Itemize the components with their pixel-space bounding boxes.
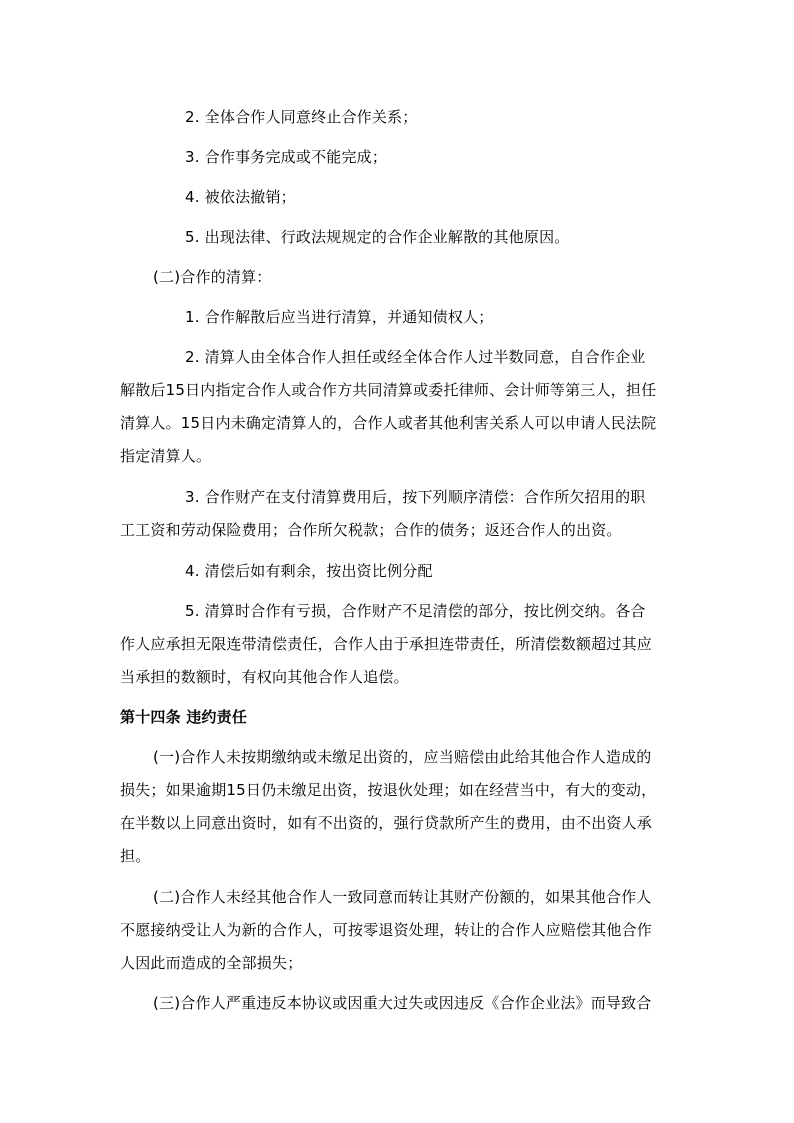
text-line: 作人应承担无限连带清偿责任，合作人由于承担连带责任，所清偿数额超过其应	[120, 635, 653, 653]
text-line: 不愿接纳受让人为新的合作人，可按零退资处理，转让的合作人应赔偿其他合作	[120, 921, 653, 939]
text-line: 4. 被依法撤销；	[185, 188, 296, 206]
text-line: 损失；如果逾期15日仍未缴足出资，按退伙处理；如在经营当中，有大的变动，	[120, 781, 657, 799]
text-line: (三)合作人严重违反本协议或因重大过失或因违反《合作企业法》而导致合	[153, 994, 652, 1012]
text-line: 3. 合作事务完成或不能完成；	[185, 148, 388, 166]
text-line: (二)合作人未经其他合作人一致同意而转让其财产份额的，如果其他合作人	[153, 888, 652, 906]
text-line: 5. 出现法律、行政法规规定的合作企业解散的其他原因。	[185, 228, 570, 246]
text-line: 2. 清算人由全体合作人担任或经全体合作人过半数同意，自合作企业	[185, 348, 646, 366]
article-heading: 第十四条 违约责任	[120, 708, 248, 726]
text-line: (一)合作人未按期缴纳或未缴足出资的，应当赔偿由此给其他合作人造成的	[153, 748, 652, 766]
text-line: 指定清算人。	[120, 447, 212, 465]
text-line: 担。	[120, 847, 151, 865]
text-line: 解散后15日内指定合作人或合作方共同清算或委托律师、会计师等第三人，担任	[120, 381, 657, 399]
text-line: 5. 清算时合作有亏损，合作财产不足清偿的部分，按比例交纳。各合	[185, 602, 646, 620]
text-line: 清算人。15日内未确定清算人的，合作人或者其他利害关系人可以申请人民法院	[120, 414, 657, 432]
section-heading: (二)合作的清算：	[153, 268, 272, 286]
text-line: 1. 合作解散后应当进行清算，并通知债权人；	[185, 308, 494, 326]
text-line: 工工资和劳动保险费用；合作所欠税款；合作的债务；返还合作人的出资。	[120, 521, 622, 539]
text-line: 4. 清偿后如有剩余，按出资比例分配	[185, 562, 433, 580]
text-line: 人因此而造成的全部损失；	[120, 954, 303, 972]
text-line: 2. 全体合作人同意终止合作关系；	[185, 108, 418, 126]
text-line: 当承担的数额时，有权向其他合作人追偿。	[120, 668, 409, 686]
text-line: 在半数以上同意出资时，如有不出资的，强行贷款所产生的费用，由不出资人承	[120, 814, 653, 832]
text-line: 3. 合作财产在支付清算费用后，按下列顺序清偿：合作所欠招用的职	[185, 488, 646, 506]
